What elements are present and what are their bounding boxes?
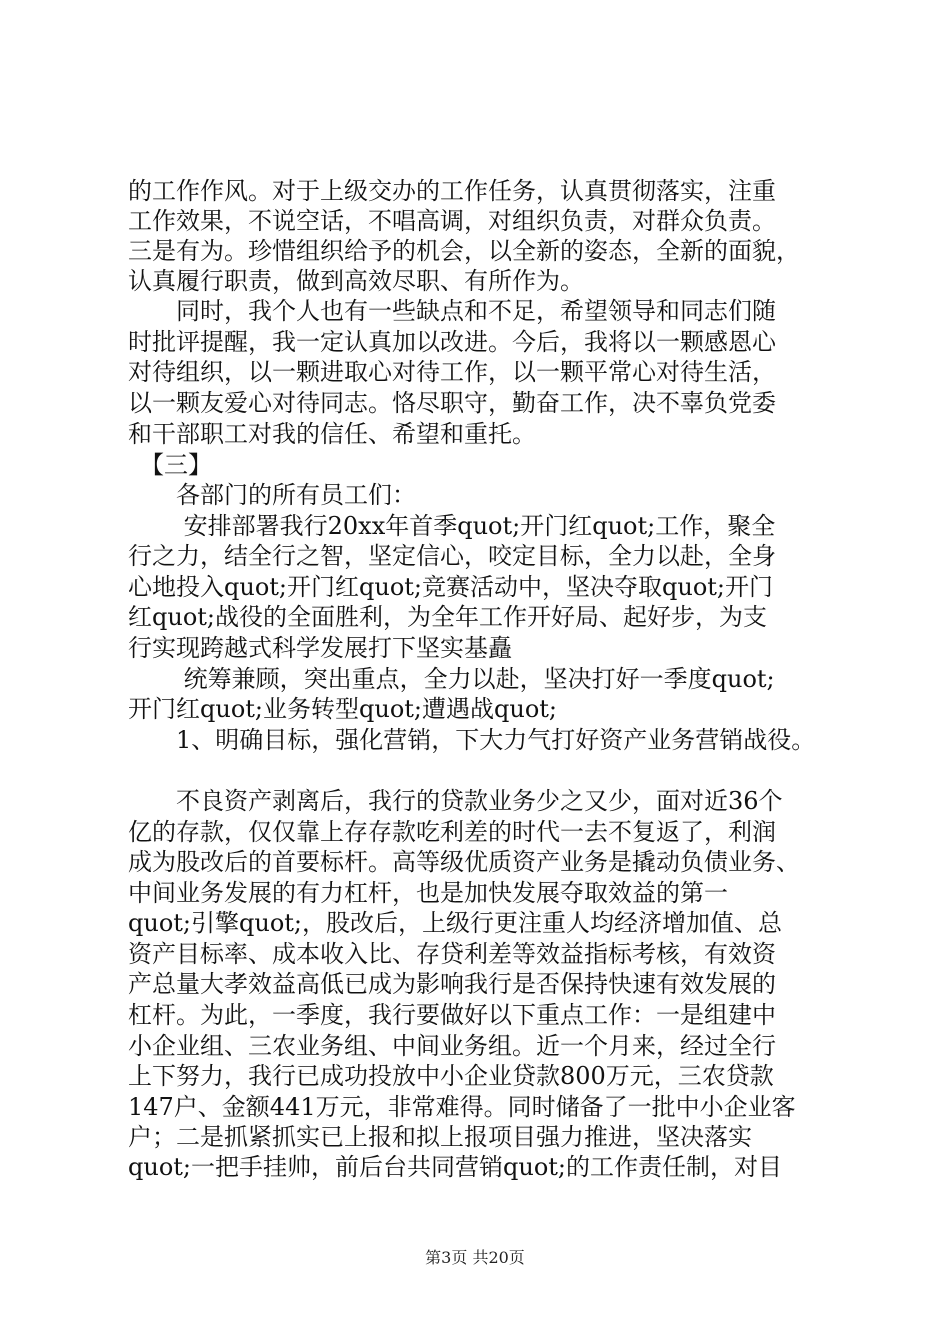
- body-text-line: 以一颗友爱心对待同志。恪尽职守，勤奋工作，决不辜负党委: [128, 389, 776, 417]
- body-text-line: 上下努力，我行已成功投放中小企业贷款800万元，三农贷款: [128, 1062, 774, 1090]
- body-text-line: 心地投入quot;开门红quot;竞赛活动中，坚决夺取quot;开门: [128, 573, 773, 601]
- body-text-line: 行实现跨越式科学发展打下坚实基矗: [128, 634, 512, 662]
- body-text-line: quot;引擎quot;，股改后，上级行更注重人均经济增加值、总: [128, 909, 782, 937]
- body-text-line: 时批评提醒，我一定认真加以改进。今后，我将以一颗感恩心: [128, 328, 776, 356]
- body-text-line: quot;一把手挂帅，前后台共同营销quot;的工作责任制，对目: [128, 1153, 782, 1181]
- body-text-line: 安排部署我行20xx年首季quot;开门红quot;工作，聚全: [128, 512, 776, 540]
- page-number-footer: 第3页 共20页: [425, 1248, 525, 1267]
- body-text-line: 户；二是抓紧抓实已上报和拟上报项目强力推进，坚决落实: [128, 1123, 752, 1151]
- body-text-line: 三是有为。珍惜组织给予的机会，以全新的姿态，全新的面貌，: [128, 237, 800, 265]
- body-text-line: 对待组织，以一颗进取心对待工作，以一颗平常心对待生活，: [128, 358, 776, 386]
- body-text-line: 147户、金额441万元，非常难得。同时储备了一批中小企业客: [128, 1093, 796, 1121]
- body-text-line: 成为股改后的首要标杆。高等级优质资产业务是撬动负债业务、: [128, 848, 800, 876]
- body-text-line: 杠杆。为此，一季度，我行要做好以下重点工作：一是组建中: [128, 1001, 776, 1029]
- body-text-line: 亿的存款，仅仅靠上存存款吃利差的时代一去不复返了，利润: [128, 818, 776, 846]
- numbered-point-line: 1、明确目标，强化营销，下大力气打好资产业务营销战役。: [128, 726, 816, 754]
- salutation-line: 各部门的所有员工们：: [128, 481, 416, 509]
- section-heading: 【三】: [128, 451, 212, 479]
- body-text-line: 统筹兼顾，突出重点，全力以赴，坚决打好一季度quot;: [128, 665, 775, 693]
- body-text-line: 小企业组、三农业务组、中间业务组。近一个月来，经过全行: [128, 1032, 776, 1060]
- body-text-line: 和干部职工对我的信任、希望和重托。: [128, 420, 536, 448]
- body-text-line: 认真履行职责，做到高效尽职、有所作为。: [128, 267, 584, 295]
- body-text-line: 红quot;战役的全面胜利，为全年工作开好局、起好步，为支: [128, 603, 767, 631]
- body-text-line: 的工作作风。对于上级交办的工作任务，认真贯彻落实，注重: [128, 177, 776, 205]
- body-text-line: 同时，我个人也有一些缺点和不足，希望领导和同志们随: [128, 297, 776, 325]
- body-text-line: 产总量大孝效益高低已成为影响我行是否保持快速有效发展的: [128, 970, 776, 998]
- body-text-line: 中间业务发展的有力杠杆，也是加快发展夺取效益的第一: [128, 879, 728, 907]
- body-text-line: 工作效果，不说空话，不唱高调，对组织负责，对群众负责。: [128, 207, 776, 235]
- body-text-line: 开门红quot;业务转型quot;遭遇战quot;: [128, 695, 557, 723]
- body-text-line: 不良资产剥离后，我行的贷款业务少之又少，面对近36个: [128, 787, 783, 815]
- body-text-line: 行之力，结全行之智，坚定信心，咬定目标，全力以赴，全身: [128, 542, 776, 570]
- body-text-line: 资产目标率、成本收入比、存贷利差等效益指标考核，有效资: [128, 940, 776, 968]
